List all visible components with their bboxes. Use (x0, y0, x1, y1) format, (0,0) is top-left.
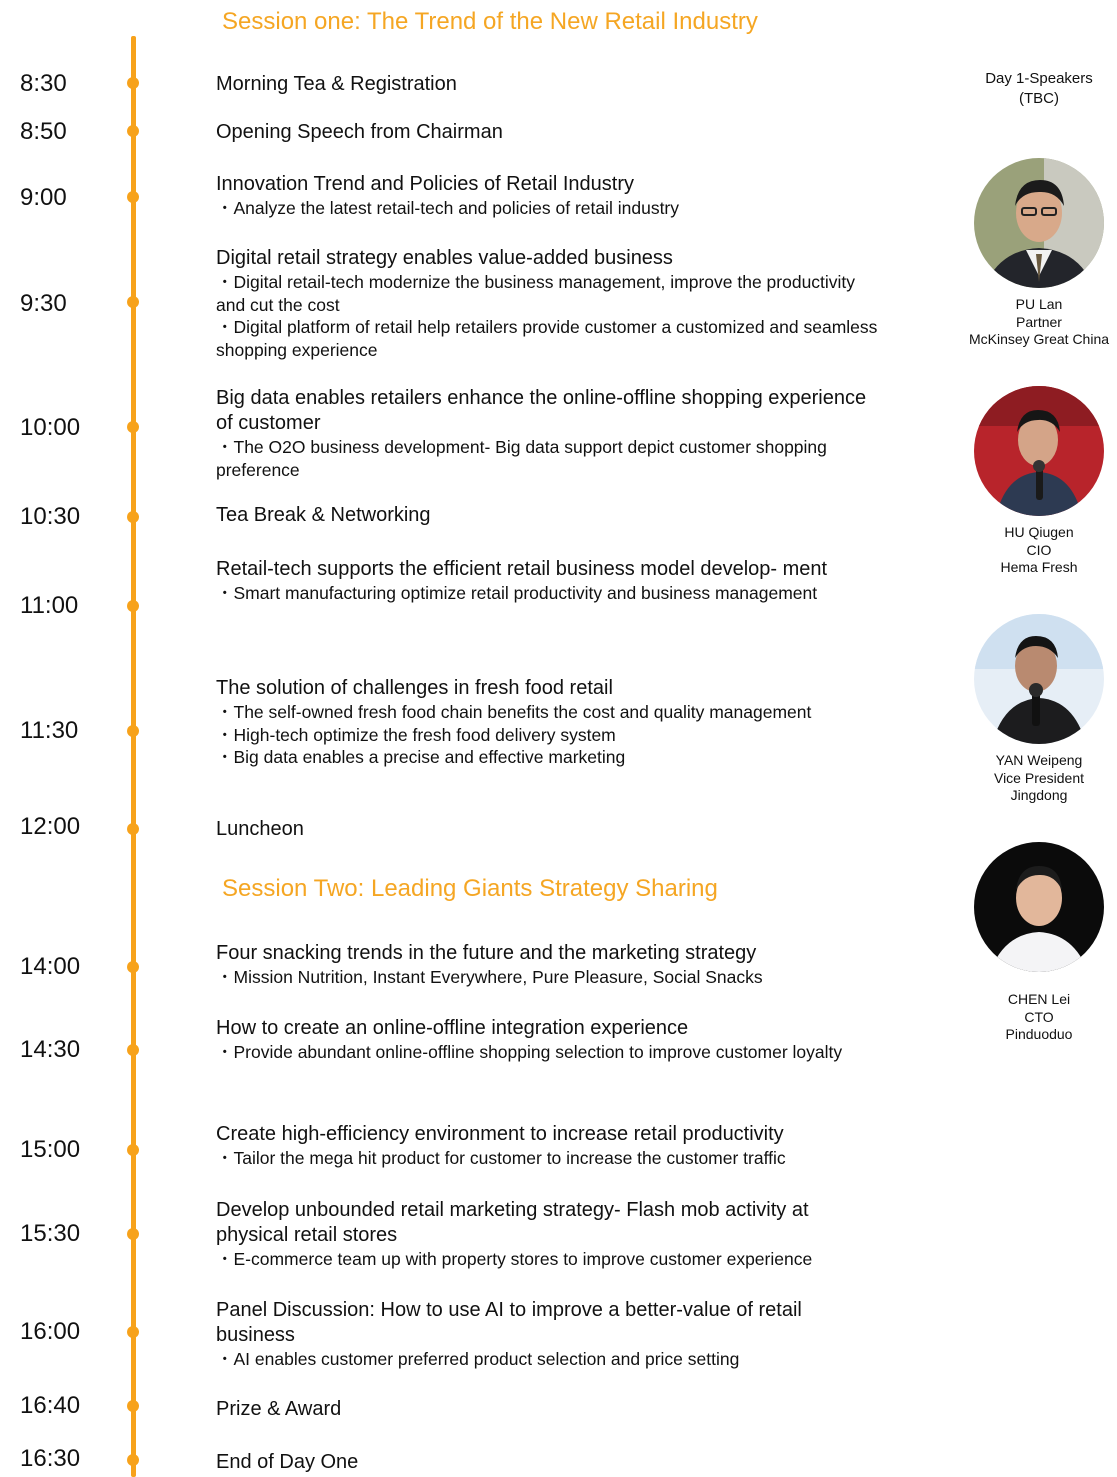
agenda-item (216, 1397, 886, 1422)
agenda-item-title: Big data enables retailers enhance the online-offline shopping experience of customer (216, 387, 867, 434)
agenda-item-detail: ・E-commerce team up with property stores to improve customer experience (216, 1249, 813, 1269)
agenda-item-title: Retail-tech supports the efficient retail business model develop- ment (216, 558, 828, 580)
agenda-item-detail: ・Smart manufacturing optimize retail productivity and business management (216, 583, 818, 603)
agenda-time: 14:00 (20, 953, 81, 980)
timeline-dot (127, 1044, 139, 1056)
timeline-dot (127, 191, 139, 203)
speaker-name: HU Qiugen (1004, 524, 1074, 540)
agenda-item-title: The solution of challenges in fresh food retail (216, 677, 613, 699)
agenda-item-detail: ・Tailor the mega hit product for customer to increase the customer traffic (216, 1148, 786, 1168)
speaker-card-chen-lei (956, 991, 1117, 1044)
agenda-item-detail: ・Analyze the latest retail-tech and policies of retail industry (216, 198, 680, 218)
avatar-chen-lei (974, 842, 1104, 972)
timeline-dot (127, 600, 139, 612)
agenda-item-detail: ・The self-owned fresh food chain benefits the cost and quality management (216, 702, 812, 722)
timeline-dot (127, 1144, 139, 1156)
agenda-item (216, 676, 886, 769)
agenda-item (216, 557, 886, 605)
agenda-time: 9:30 (20, 290, 67, 317)
speaker-role: Vice President (993, 769, 1084, 786)
speaker-company: Hema Fresh (1000, 559, 1078, 575)
speaker-card-pu-lan (956, 296, 1117, 349)
speaker-card-yan-weipeng (956, 752, 1117, 805)
agenda-item-title: Develop unbounded retail marketing strategy- Flash mob activity at physical retail stores (216, 1199, 809, 1246)
agenda-item (216, 172, 886, 220)
timeline-dot (127, 1400, 139, 1412)
agenda-item (216, 1016, 886, 1064)
agenda-time: 12:00 (20, 813, 81, 840)
agenda-item-detail: ・Digital retail-tech modernize the business management, improve the productivity and cut the cost (216, 272, 856, 315)
agenda-item (216, 1298, 886, 1371)
agenda-item-title: Four snacking trends in the future and the marketing strategy (216, 942, 757, 964)
timeline-dot (127, 1326, 139, 1338)
agenda-item-detail: ・Mission Nutrition, Instant Everywhere, Pure Pleasure, Social Snacks (216, 967, 763, 987)
speakers-header-title: Day 1-Speakers (985, 70, 1093, 87)
agenda-item-detail: ・Digital platform of retail help retailers provide customer a customized and seamless shopping experience (216, 317, 878, 360)
agenda-item-title: Prize & Award (216, 1398, 342, 1420)
avatar-hu-qiugen (974, 386, 1104, 516)
session-one-title: Session one: The Trend of the New Retail Industry (222, 8, 758, 35)
timeline-dot (127, 77, 139, 89)
agenda-item (216, 503, 886, 528)
agenda-time: 16:30 (20, 1445, 81, 1472)
agenda-item-title: Create high-efficiency environment to increase retail productivity (216, 1123, 784, 1145)
speaker-company: Pinduoduo (1005, 1026, 1073, 1042)
agenda-time: 10:00 (20, 414, 81, 441)
agenda-item-title: Panel Discussion: How to use AI to improve a better-value of retail business (216, 1299, 802, 1346)
timeline-dot (127, 823, 139, 835)
agenda-item (216, 1122, 886, 1170)
agenda-item (216, 817, 886, 842)
agenda-item-title: Morning Tea & Registration (216, 73, 457, 95)
speaker-name: YAN Weipeng (995, 752, 1083, 768)
agenda-time: 16:00 (20, 1318, 81, 1345)
agenda-item-title: End of Day One (216, 1451, 359, 1473)
agenda-time: 16:40 (20, 1392, 81, 1419)
agenda-item (216, 1198, 886, 1271)
agenda-item-title: Innovation Trend and Policies of Retail Industry (216, 173, 635, 195)
agenda-item (216, 1450, 886, 1475)
speaker-company: Jingdong (1010, 787, 1068, 803)
agenda-time: 14:30 (20, 1036, 81, 1063)
speaker-role: CTO (1024, 1008, 1054, 1025)
timeline-dot (127, 296, 139, 308)
agenda-item (216, 941, 886, 989)
agenda-item-title: Opening Speech from Chairman (216, 121, 503, 143)
agenda-time: 11:30 (20, 717, 79, 744)
agenda-time: 11:00 (20, 592, 79, 619)
agenda-item (216, 72, 886, 97)
speaker-card-hu-qiugen (956, 524, 1117, 577)
agenda-item-detail: ・Big data enables a precise and effective marketing (216, 747, 626, 767)
timeline-dot (127, 125, 139, 137)
agenda-item (216, 120, 886, 145)
speaker-role: Partner (1016, 313, 1062, 330)
avatar-pu-lan (974, 158, 1104, 288)
speaker-role: CIO (1026, 541, 1052, 558)
speaker-name: CHEN Lei (1007, 991, 1071, 1007)
timeline-dot (127, 421, 139, 433)
agenda-time: 15:00 (20, 1136, 81, 1163)
timeline-dot (127, 1454, 139, 1466)
timeline-line (131, 36, 136, 1477)
agenda-time: 8:30 (20, 70, 67, 97)
agenda-time: 15:30 (20, 1220, 81, 1247)
agenda-item-title: Tea Break & Networking (216, 504, 431, 526)
agenda-time: 10:30 (20, 503, 81, 530)
agenda-item-detail: ・High-tech optimize the fresh food delivery system (216, 724, 616, 745)
agenda-item-title: Digital retail strategy enables value-added business (216, 247, 673, 269)
session-two-title: Session Two: Leading Giants Strategy Sharing (222, 875, 718, 902)
agenda-item (216, 246, 886, 361)
agenda-item-detail: ・The O2O business development- Big data support depict customer shopping preference (216, 437, 827, 480)
speaker-company: McKinsey Great China (968, 331, 1110, 347)
avatar-yan-weipeng (974, 614, 1104, 744)
agenda-item-detail: ・Provide abundant online-offline shopping selection to improve customer loyalty (216, 1042, 843, 1062)
agenda-item (216, 386, 886, 481)
timeline-dot (127, 725, 139, 737)
agenda-item-title: How to create an online-offline integration experience (216, 1017, 689, 1039)
agenda-time: 9:00 (20, 184, 67, 211)
speakers-header (966, 69, 1112, 109)
timeline-dot (127, 961, 139, 973)
speakers-header-note: (TBC) (1019, 90, 1059, 107)
agenda-time: 8:50 (20, 118, 67, 145)
timeline-dot (127, 1228, 139, 1240)
agenda-item-title: Luncheon (216, 818, 304, 840)
speaker-name: PU Lan (1015, 296, 1063, 312)
timeline-dot (127, 511, 139, 523)
agenda-item-detail: ・AI enables customer preferred product selection and price setting (216, 1349, 740, 1369)
